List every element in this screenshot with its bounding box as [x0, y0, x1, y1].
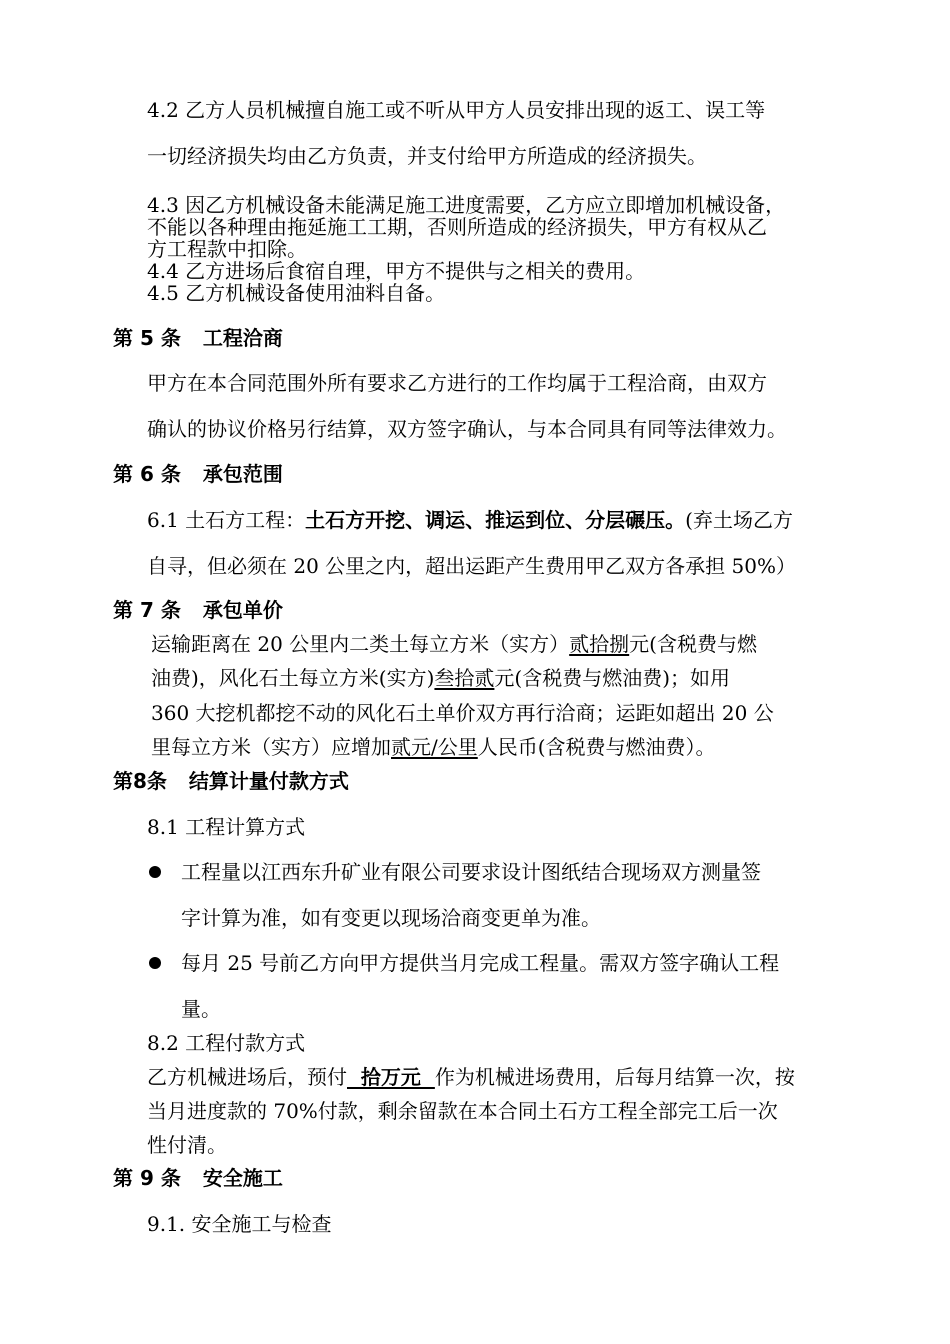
unit-price-text: 里每立方米（实方）应增加 — [151, 735, 391, 759]
section-6-title: 承包范围 — [202, 462, 283, 486]
clause-4-2-line-2: 一切经济损失均由乙方负责，并支付给甲方所造成的经济损失。 — [147, 144, 707, 168]
advance-payment-amount: 拾万元 — [347, 1065, 435, 1089]
section-8-title: 结算计量付款方式 — [188, 769, 349, 793]
section-5-line-1: 甲方在本合同范围外所有要求乙方进行的工作均属于工程洽商，由双方 — [147, 371, 767, 395]
clause-8-2: 8.2 工程付款方式 — [147, 1031, 306, 1055]
price-extra-distance: 贰元/公里 — [391, 735, 478, 759]
clause-6-1-line-1 — [147, 508, 793, 532]
clause-4-3-line-1: 4.3 因乙方机械设备未能满足施工进度需要，乙方应立即增加机械设备， — [147, 193, 786, 217]
payment-text: 乙方机械进场后，预付 — [147, 1065, 347, 1089]
section-7-line-3: 360 大挖机都挖不动的风化石土单价双方再行洽商；运距如超出 20 公 — [151, 701, 774, 725]
section-7-title: 承包单价 — [202, 598, 283, 622]
section-5-heading — [113, 326, 283, 350]
payment-line-1 — [147, 1065, 795, 1089]
section-7-line-2 — [151, 666, 730, 690]
bullet-icon — [149, 866, 161, 878]
section-9-heading — [113, 1166, 283, 1190]
unit-price-text: 元(含税费与燃油费)；如用 — [494, 666, 731, 690]
section-5-title: 工程洽商 — [202, 326, 283, 350]
clause-4-2-line-1: 4.2 乙方人员机械擅自施工或不听从甲方人员安排出现的返工、误工等 — [147, 98, 766, 122]
section-9-number: 第 9 条 — [113, 1166, 181, 1190]
clause-4-4: 4.4 乙方进场后食宿自理，甲方不提供与之相关的费用。 — [147, 259, 646, 283]
section-6-number: 第 6 条 — [113, 462, 181, 486]
clause-6-1-suffix: (弃土场乙方 — [685, 508, 793, 532]
clause-6-1-line-2: 自寻，但必须在 20 公里之内，超出运距产生费用甲乙双方各承担 50%） — [147, 554, 796, 578]
clause-4-5: 4.5 乙方机械设备使用油料自备。 — [147, 281, 446, 305]
clause-6-1-scope: 土石方开挖、调运、推运到位、分层碾压。 — [305, 508, 686, 532]
bullet-2-line-1: 每月 25 号前乙方向甲方提供当月完成工程量。需双方签字确认工程 — [181, 951, 780, 975]
payment-line-3: 性付清。 — [147, 1133, 227, 1157]
clause-9-1: 9.1. 安全施工与检查 — [147, 1212, 332, 1236]
bullet-1-line-1: 工程量以江西东升矿业有限公司要求设计图纸结合现场双方测量签 — [181, 860, 761, 884]
section-5-number: 第 5 条 — [113, 326, 181, 350]
bullet-1-line-2: 字计算为准，如有变更以现场洽商变更单为准。 — [181, 906, 601, 930]
price-class-2-soil: 贰拾捌 — [569, 632, 630, 656]
clause-4-3-line-3: 方工程款中扣除。 — [147, 237, 307, 261]
clause-6-1-prefix: 6.1 土石方工程： — [147, 508, 306, 532]
unit-price-text: 元(含税费与燃 — [629, 632, 757, 656]
section-8-heading — [113, 769, 349, 793]
section-9-title: 安全施工 — [202, 1166, 283, 1190]
price-weathered-rock: 叁拾贰 — [434, 666, 495, 690]
unit-price-text: 油费)，风化石土每立方米(实方) — [151, 666, 435, 690]
bullet-2-line-2: 量。 — [181, 997, 221, 1021]
payment-line-2: 当月进度款的 70%付款，剩余留款在本合同土石方工程全部完工后一次 — [147, 1099, 778, 1123]
section-7-number: 第 7 条 — [113, 598, 181, 622]
section-7-line-1 — [151, 632, 757, 656]
bullet-icon — [149, 957, 161, 969]
clause-8-1: 8.1 工程计算方式 — [147, 815, 306, 839]
section-5-line-2: 确认的协议价格另行结算，双方签字确认，与本合同具有同等法律效力。 — [147, 417, 787, 441]
section-6-heading — [113, 462, 283, 486]
unit-price-text: 人民币(含税费与燃油费）。 — [477, 735, 716, 759]
section-7-line-4 — [151, 735, 716, 759]
section-7-heading — [113, 598, 283, 622]
section-8-number: 第8条 — [113, 769, 167, 793]
payment-text: 作为机械进场费用，后每月结算一次，按 — [434, 1065, 795, 1089]
clause-4-3-line-2: 不能以各种理由拖延施工工期，否则所造成的经济损失，甲方有权从乙 — [147, 215, 767, 239]
unit-price-text: 运输距离在 20 公里内二类土每立方米（实方） — [151, 632, 570, 656]
